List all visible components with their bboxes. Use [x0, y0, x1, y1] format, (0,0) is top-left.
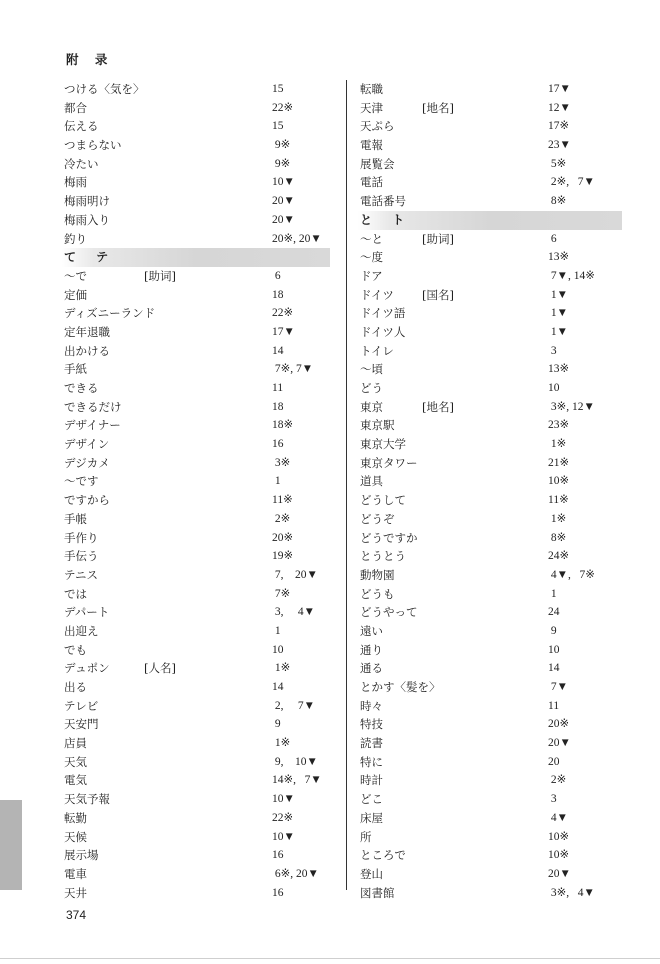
index-entry — [360, 678, 622, 697]
entry-term: どうですか — [360, 530, 418, 545]
entry-term: 通る — [360, 661, 383, 676]
index-entry — [360, 734, 622, 753]
index-entry — [64, 323, 342, 342]
entry-term: できる — [64, 381, 99, 395]
index-entry — [360, 585, 622, 604]
entry-term: つまらない — [64, 138, 122, 153]
entry-lesson-refs: 24 — [548, 606, 560, 619]
entry-lesson-refs: 20 — [548, 755, 560, 768]
entry-lesson-refs: 20▼ — [272, 213, 295, 226]
entry-term: 展覧会 — [360, 156, 395, 171]
page-number: 374 — [66, 908, 87, 922]
index-entry — [64, 828, 342, 847]
entry-term: 転職 — [360, 82, 383, 96]
index-entry — [360, 753, 622, 772]
index-entry — [64, 697, 342, 716]
index-entry — [360, 379, 622, 398]
entry-lesson-refs: 2※ — [548, 774, 567, 787]
entry-term: 動物園 — [360, 567, 395, 582]
entry-lesson-refs: 14 — [272, 681, 284, 693]
index-entry — [64, 547, 342, 566]
entry-lesson-refs: 2※, 7▼ — [548, 176, 595, 189]
index-entry — [64, 566, 342, 585]
index-entry — [64, 585, 342, 604]
index-entry — [64, 790, 342, 809]
entry-lesson-refs: 10 — [548, 382, 560, 394]
entry-note: [地名] — [422, 100, 454, 115]
entry-term: 梅雨入り — [64, 212, 110, 227]
entry-lesson-refs: 7※, 7▼ — [272, 363, 314, 376]
entry-term: ～頃 — [360, 362, 383, 377]
entry-note: [人名] — [144, 661, 176, 676]
entry-lesson-refs: 1▼ — [548, 325, 569, 338]
entry-lesson-refs: 10※ — [548, 849, 570, 862]
entry-lesson-refs: 1※ — [272, 737, 291, 750]
entry-lesson-refs: 1▼ — [548, 288, 569, 301]
index-entry — [360, 547, 622, 566]
index-entry — [360, 117, 622, 136]
entry-term: 天井 — [64, 885, 87, 900]
entry-lesson-refs: 17※ — [548, 120, 570, 133]
index-entry — [64, 491, 342, 510]
index-entry — [360, 865, 622, 884]
entry-lesson-refs: 7※ — [272, 587, 291, 600]
entry-lesson-refs: 7, 20▼ — [272, 568, 318, 581]
index-entry — [360, 173, 622, 192]
entry-term: どうぞ — [360, 511, 395, 526]
entry-lesson-refs: 3 — [548, 344, 557, 357]
entry-term: テニス — [64, 567, 99, 582]
entry-lesson-refs: 1 — [548, 587, 557, 600]
index-entry — [360, 603, 622, 622]
entry-term: 登山 — [360, 866, 383, 881]
index-entry — [64, 435, 342, 454]
entry-note: [国名] — [422, 287, 454, 302]
entry-term: 特技 — [360, 717, 383, 732]
index-entry — [360, 192, 622, 211]
index-entry — [360, 884, 622, 903]
index-entry — [360, 659, 622, 678]
entry-term: 出迎え — [64, 623, 99, 638]
entry-term: とうとう — [360, 549, 406, 564]
index-entry — [360, 435, 622, 454]
entry-term: ～です — [64, 474, 99, 489]
entry-lesson-refs: 14※, 7▼ — [272, 774, 322, 787]
entry-term: 電車 — [64, 866, 87, 881]
entry-term: 都合 — [64, 100, 87, 115]
entry-lesson-refs: 10 — [272, 643, 284, 656]
section-header: て テ — [62, 248, 330, 267]
entry-term: 手帳 — [64, 511, 87, 526]
entry-term: 出る — [64, 680, 87, 694]
entry-term: ～と — [360, 231, 383, 246]
index-entry — [360, 846, 622, 865]
entry-term: 冷たい — [64, 156, 99, 171]
entry-note: [助词] — [422, 231, 454, 246]
entry-term: ドイツ — [360, 287, 394, 302]
index-entry — [360, 155, 622, 174]
index-entry — [64, 734, 342, 753]
column-divider — [346, 80, 347, 890]
index-entry — [64, 155, 342, 174]
entry-term: デジカメ — [64, 455, 110, 470]
index-column-right — [360, 80, 622, 902]
entry-lesson-refs: 18※ — [272, 419, 294, 432]
index-entry — [360, 323, 622, 342]
entry-term: 図書館 — [360, 885, 395, 900]
index-entry — [64, 641, 342, 660]
entry-term: 伝える — [64, 119, 99, 134]
entry-lesson-refs: 10※ — [548, 475, 570, 488]
entry-lesson-refs: 13※ — [548, 363, 570, 376]
index-entry — [64, 771, 342, 790]
index-entry — [64, 529, 342, 548]
entry-term: 展示場 — [64, 848, 99, 863]
entry-term: どうやって — [360, 605, 418, 620]
index-entry — [64, 80, 342, 99]
index-entry — [64, 510, 342, 529]
entry-lesson-refs: 23▼ — [548, 139, 571, 152]
entry-lesson-refs: 1※ — [548, 438, 567, 451]
entry-lesson-refs: 14 — [272, 344, 284, 357]
entry-term: 釣り — [64, 231, 87, 246]
index-entry — [64, 360, 342, 379]
entry-lesson-refs: 6※, 20▼ — [272, 867, 319, 880]
index-entry — [64, 342, 342, 361]
entry-term: どう — [360, 381, 383, 395]
entry-term: 梅雨明け — [64, 194, 110, 209]
entry-term: 電報 — [360, 138, 383, 153]
entry-term: 時計 — [360, 773, 383, 788]
page-bottom-edge — [0, 958, 660, 959]
entry-term: どこ — [360, 792, 383, 807]
entry-term: 電話 — [360, 175, 383, 190]
index-entry — [64, 472, 342, 491]
entry-term: 道具 — [360, 474, 383, 489]
entry-lesson-refs: 11※ — [548, 494, 569, 507]
index-entry — [64, 753, 342, 772]
entry-note: [地名] — [422, 399, 454, 414]
entry-lesson-refs: 20※ — [272, 531, 294, 544]
entry-term: どうも — [360, 586, 395, 601]
entry-lesson-refs: 10▼ — [272, 176, 295, 189]
index-entry — [360, 360, 622, 379]
entry-term: 東京駅 — [360, 418, 395, 433]
entry-lesson-refs: 8※ — [548, 531, 567, 544]
index-entry — [360, 715, 622, 734]
entry-lesson-refs: 9 — [548, 624, 557, 637]
entry-lesson-refs: 3 — [548, 793, 557, 806]
entry-term: 天気 — [64, 754, 87, 769]
entry-term: ですから — [64, 493, 110, 508]
entry-lesson-refs: 20▼ — [548, 867, 571, 880]
side-thumb-tab — [0, 800, 22, 890]
entry-lesson-refs: 19※ — [272, 550, 294, 563]
index-entry — [64, 884, 342, 903]
entry-lesson-refs: 20※ — [548, 718, 570, 731]
entry-term: でも — [64, 642, 87, 657]
index-entry — [64, 173, 342, 192]
section-header: と ト — [358, 211, 622, 230]
entry-term: ドア — [360, 268, 383, 283]
entry-lesson-refs: 16 — [272, 438, 284, 451]
entry-term: 床屋 — [360, 810, 383, 825]
index-entry — [360, 342, 622, 361]
entry-lesson-refs: 1※ — [548, 512, 567, 525]
entry-lesson-refs: 5※ — [548, 157, 567, 170]
entry-note: [助词] — [144, 268, 176, 283]
entry-lesson-refs: 10※ — [548, 830, 570, 843]
entry-lesson-refs: 10 — [548, 643, 560, 656]
entry-term: 遠い — [360, 623, 383, 638]
entry-term: 定価 — [64, 287, 87, 302]
entry-lesson-refs: 20※, 20▼ — [272, 232, 322, 245]
entry-term: ところで — [360, 848, 406, 863]
entry-term: 出かける — [64, 343, 110, 358]
entry-lesson-refs: 22※ — [272, 101, 294, 114]
entry-term: ディズニーランド — [64, 306, 156, 321]
index-entry — [360, 454, 622, 473]
index-entry — [360, 828, 622, 847]
entry-term: では — [64, 586, 87, 601]
entry-lesson-refs: 20▼ — [272, 195, 295, 208]
entry-term: 東京大学 — [360, 437, 406, 452]
index-entry — [64, 622, 342, 641]
entry-term: デザイナー — [64, 418, 121, 433]
index-entry — [64, 304, 342, 323]
entry-term: 梅雨 — [64, 175, 87, 190]
index-entry — [360, 510, 622, 529]
entry-term: 転勤 — [64, 810, 87, 825]
index-entry — [360, 697, 622, 716]
entry-lesson-refs: 3※, 12▼ — [548, 400, 595, 413]
entry-lesson-refs: 13※ — [548, 251, 570, 264]
index-entry — [360, 566, 622, 585]
index-entry — [64, 192, 342, 211]
index-entry — [64, 865, 342, 884]
index-entry — [64, 211, 342, 230]
index-entry — [360, 136, 622, 155]
entry-lesson-refs: 22※ — [272, 811, 294, 824]
index-entry — [64, 230, 342, 249]
entry-term: 定年退職 — [64, 324, 110, 339]
entry-term: 手伝う — [64, 549, 99, 564]
index-entry — [360, 230, 622, 249]
entry-term: どうして — [360, 493, 406, 508]
entry-term: ～で — [64, 268, 87, 283]
entry-term: 所 — [360, 829, 372, 844]
index-entry — [64, 603, 342, 622]
entry-term: 天気予報 — [64, 792, 110, 807]
entry-lesson-refs: 6 — [548, 232, 557, 245]
entry-term: 電気 — [64, 773, 87, 788]
entry-lesson-refs: 15 — [272, 83, 284, 95]
entry-term: 通り — [360, 642, 383, 657]
entry-lesson-refs: 1※ — [272, 662, 291, 675]
index-entry — [64, 659, 342, 678]
entry-term: つける〈気を〉 — [64, 82, 145, 96]
entry-term: 東京 — [360, 399, 383, 414]
entry-term: デュポン — [64, 661, 110, 676]
index-entry — [360, 771, 622, 790]
entry-lesson-refs: 11 — [272, 382, 284, 394]
index-entry — [360, 641, 622, 660]
entry-term: 天安門 — [64, 717, 99, 732]
entry-term: 手作り — [64, 530, 99, 545]
index-entry — [360, 472, 622, 491]
index-entry — [360, 398, 622, 417]
entry-lesson-refs: 6 — [272, 269, 281, 282]
index-entry — [64, 136, 342, 155]
index-entry — [64, 99, 342, 118]
entry-lesson-refs: 15 — [272, 120, 284, 133]
entry-term: テレビ — [64, 698, 99, 713]
entry-term: ドイツ人 — [360, 324, 406, 339]
entry-lesson-refs: 11 — [548, 699, 560, 712]
index-entry — [360, 491, 622, 510]
entry-lesson-refs: 1 — [272, 475, 281, 488]
entry-lesson-refs: 3※, 4▼ — [548, 886, 595, 899]
index-entry — [360, 99, 622, 118]
index-entry — [360, 267, 622, 286]
index-entry — [64, 117, 342, 136]
entry-lesson-refs: 7▼, 14※ — [548, 269, 595, 282]
index-entry — [64, 809, 342, 828]
entry-term: トイレ — [360, 343, 394, 358]
entry-term: 天津 — [360, 100, 383, 115]
index-entry — [64, 286, 342, 305]
entry-term: 天ぷら — [360, 119, 395, 134]
entry-term: 店員 — [64, 736, 87, 751]
entry-term: デザイン — [64, 437, 110, 452]
index-entry — [360, 529, 622, 548]
index-entry — [360, 248, 622, 267]
index-entry — [360, 286, 622, 305]
entry-term: 電話番号 — [360, 194, 406, 209]
entry-lesson-refs: 22※ — [272, 307, 294, 320]
entry-lesson-refs: 14 — [548, 662, 560, 675]
index-entry — [64, 379, 342, 398]
entry-lesson-refs: 4▼, 7※ — [548, 568, 595, 581]
entry-lesson-refs: 8※ — [548, 195, 567, 208]
index-entry — [360, 622, 622, 641]
entry-lesson-refs: 9※ — [272, 139, 291, 152]
entry-lesson-refs: 21※ — [548, 456, 570, 469]
entry-lesson-refs: 18 — [272, 288, 284, 301]
entry-lesson-refs: 3, 4▼ — [272, 606, 316, 619]
entry-term: 読書 — [360, 736, 383, 751]
entry-lesson-refs: 16 — [272, 886, 284, 899]
entry-term: 天候 — [64, 829, 87, 844]
entry-lesson-refs: 2※ — [272, 512, 291, 525]
entry-lesson-refs: 9 — [272, 718, 281, 731]
page-header: 附 录 — [66, 52, 114, 67]
entry-lesson-refs: 3※ — [272, 456, 291, 469]
index-entry — [64, 416, 342, 435]
entry-lesson-refs: 24※ — [548, 550, 570, 563]
entry-lesson-refs: 7▼ — [548, 681, 569, 693]
index-entry — [64, 267, 342, 286]
entry-term: 東京タワー — [360, 455, 418, 470]
entry-lesson-refs: 12▼ — [548, 101, 571, 114]
index-column-left — [64, 80, 342, 902]
entry-term: デパート — [64, 605, 110, 620]
entry-lesson-refs: 9, 10▼ — [272, 755, 318, 768]
entry-term: 手紙 — [64, 362, 87, 377]
entry-term: ドイツ語 — [360, 306, 406, 321]
entry-lesson-refs: 23※ — [548, 419, 570, 432]
entry-lesson-refs: 11※ — [272, 494, 293, 507]
entry-lesson-refs: 1▼ — [548, 307, 569, 320]
index-entry — [360, 416, 622, 435]
entry-lesson-refs: 10▼ — [272, 793, 295, 806]
entry-lesson-refs: 16 — [272, 849, 284, 862]
entry-lesson-refs: 2, 7▼ — [272, 699, 316, 712]
entry-lesson-refs: 20▼ — [548, 737, 571, 750]
entry-lesson-refs: 10▼ — [272, 830, 295, 843]
index-entry — [360, 809, 622, 828]
entry-term: 時々 — [360, 698, 383, 713]
entry-term: できるだけ — [64, 399, 122, 414]
index-entry — [64, 398, 342, 417]
entry-lesson-refs: 18 — [272, 400, 284, 413]
entry-lesson-refs: 4▼ — [548, 811, 569, 824]
entry-lesson-refs: 17▼ — [272, 325, 295, 338]
entry-term: とかす〈髪を〉 — [360, 680, 441, 694]
entry-lesson-refs: 9※ — [272, 157, 291, 170]
index-entry — [64, 678, 342, 697]
entry-term: 特に — [360, 754, 383, 769]
index-entry — [360, 80, 622, 99]
entry-lesson-refs: 1 — [272, 624, 281, 637]
index-entry — [64, 846, 342, 865]
index-entry — [64, 715, 342, 734]
entry-term: ～度 — [360, 250, 383, 265]
index-entry — [360, 304, 622, 323]
index-entry — [64, 454, 342, 473]
index-entry — [360, 790, 622, 809]
entry-lesson-refs: 17▼ — [548, 83, 571, 95]
